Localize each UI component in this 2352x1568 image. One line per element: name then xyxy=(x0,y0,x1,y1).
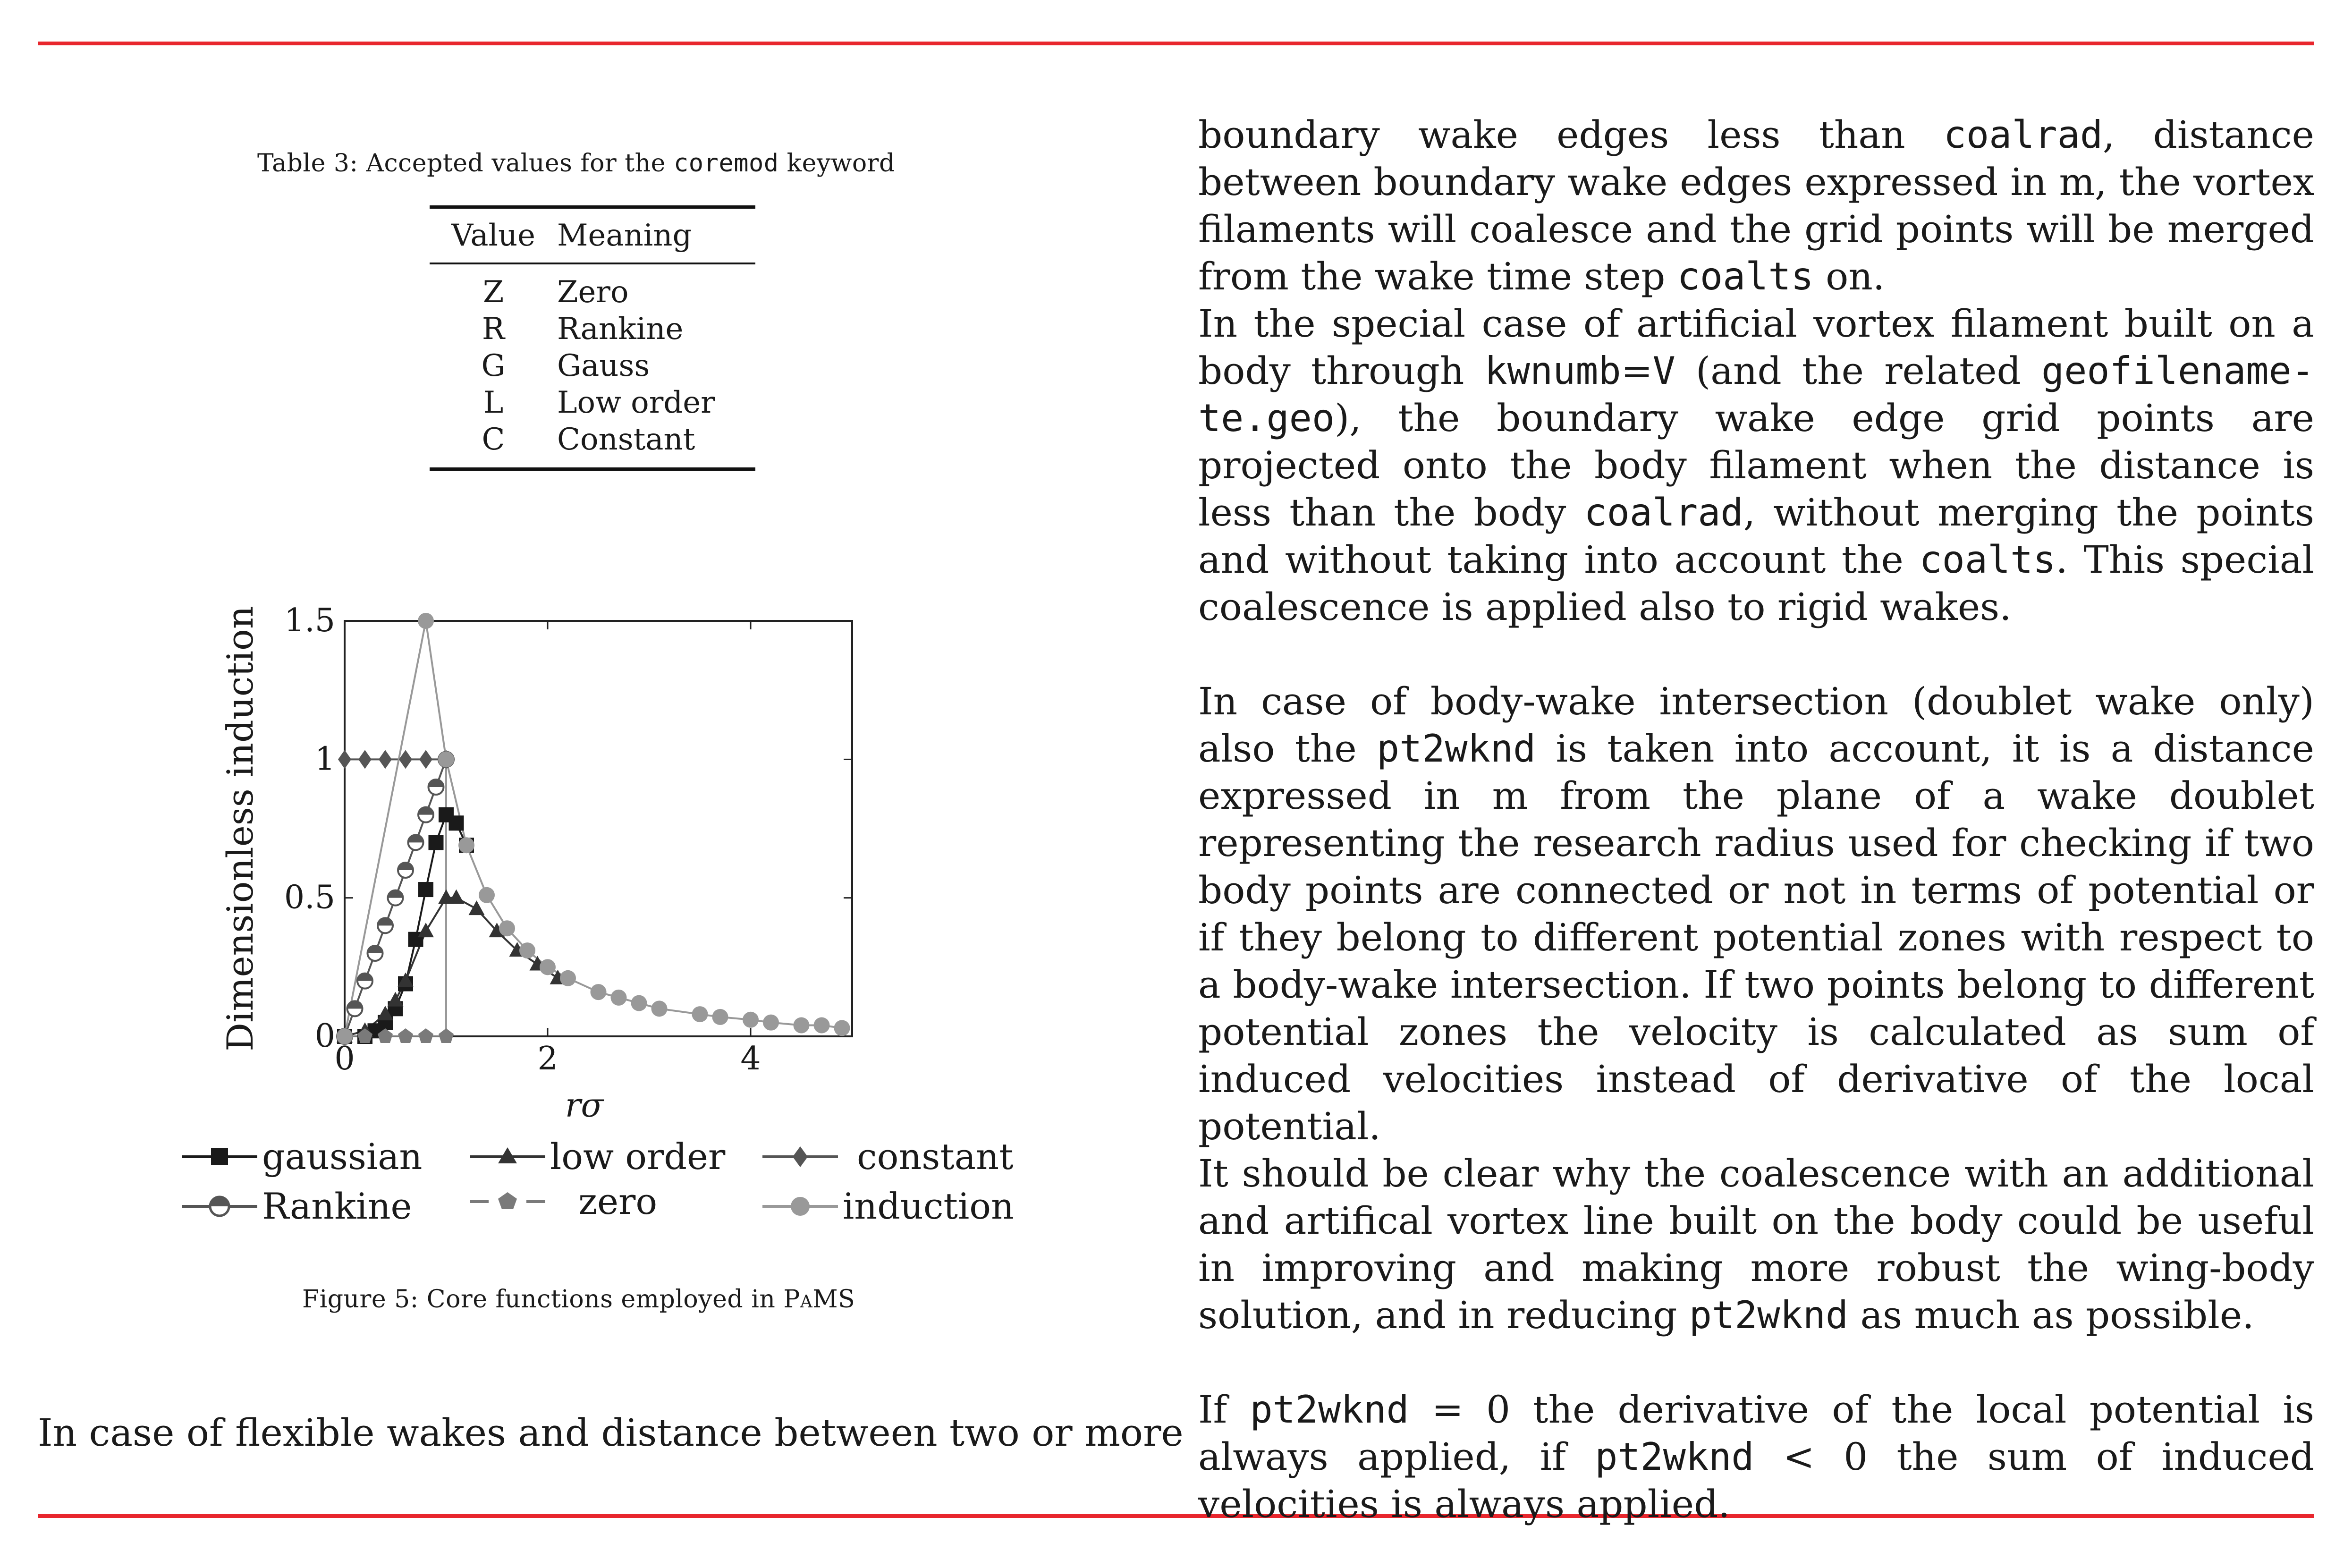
y-tick-label: 1.5 xyxy=(284,602,335,639)
data-point-constant xyxy=(379,750,392,769)
x-tick-label: 4 xyxy=(740,1040,761,1077)
code-kwnumb: kwnumb xyxy=(1484,349,1621,393)
y-tick-label: 0.5 xyxy=(284,879,335,916)
table-cell: Rankine xyxy=(557,312,684,347)
x-tick-label: 2 xyxy=(537,1040,558,1077)
data-point-induction xyxy=(519,942,535,958)
paragraph-intersection xyxy=(1198,678,2314,1150)
data-point-induction xyxy=(743,1012,759,1028)
text-run: In the special case of artificial vortex filament built on a body through xyxy=(1198,302,2314,393)
text-run: ), the boundary wake edge grid points are projected onto the body filament when the distance is less than the body xyxy=(1198,396,2314,534)
text-run: = xyxy=(1621,349,1653,393)
code-v: V xyxy=(1652,349,1675,393)
data-point-gaussian xyxy=(449,815,464,831)
table-caption-suffix: keyword xyxy=(787,149,895,178)
legend-item-induction xyxy=(762,1185,1014,1227)
table-row xyxy=(430,263,755,274)
legend-marker-circle-icon xyxy=(762,1192,838,1220)
data-point-induction xyxy=(560,970,576,986)
data-point-gaussian xyxy=(429,835,444,850)
table-row xyxy=(430,348,755,384)
data-point-induction xyxy=(712,1009,728,1025)
data-point-induction xyxy=(479,887,495,903)
table-cell: Z xyxy=(482,275,504,310)
text-run: , without merging the points and without taking into account the xyxy=(1198,491,2314,582)
table-caption-prefix: Table 3: Accepted values for the xyxy=(257,149,666,178)
table-cell: Constant xyxy=(557,422,695,457)
legend-marker-triangle-icon xyxy=(470,1143,545,1171)
code-coalrad: coalrad xyxy=(1943,113,2103,157)
table-row xyxy=(430,311,755,348)
data-point-induction xyxy=(834,1020,850,1036)
code-coalrad: coalrad xyxy=(1584,491,1743,534)
legend-label: gaussian xyxy=(262,1136,423,1178)
code-pt2wknd: pt2wknd xyxy=(1689,1293,1849,1337)
table-cell: G xyxy=(481,348,506,383)
y-axis-label: Dimensionless induction xyxy=(219,606,261,1051)
data-point-induction xyxy=(418,613,434,629)
text-run: . This special coalescence is applied also to rigid wakes. xyxy=(1198,538,2314,629)
figure-caption-name: PaMS xyxy=(783,1285,855,1314)
right-column xyxy=(1198,111,2314,1528)
data-point-induction xyxy=(458,837,474,853)
text-run: < 0 the sum of induced velocities is always applied. xyxy=(1198,1435,2314,1526)
y-tick-label: 0 xyxy=(314,1017,335,1055)
paragraph-special-case xyxy=(1198,300,2314,631)
code-geofilename: geofilename-te.geo xyxy=(1198,349,2314,440)
text-run: (and the related xyxy=(1675,349,2042,393)
data-point-induction xyxy=(651,1000,668,1017)
data-point-induction xyxy=(763,1015,779,1031)
data-point-induction xyxy=(611,990,627,1006)
text-run: = 0 the derivative of the local potential is always applied, if xyxy=(1198,1388,2315,1479)
text-run: , distance between boundary wake edges expressed in m, the vortex filaments will coalesce and the grid points will be merged from the wake time step xyxy=(1198,113,2314,298)
data-point-zero xyxy=(418,1028,433,1043)
figure-caption-prefix: Figure 5: Core functions employed in xyxy=(302,1285,776,1314)
table-caption-code: coremod xyxy=(673,149,779,178)
table-cell: C xyxy=(482,422,505,457)
data-point-low-order xyxy=(469,900,485,915)
paragraph-pt2wknd-values xyxy=(1198,1386,2314,1528)
data-point-induction xyxy=(540,959,556,975)
legend-marker-half-circle-icon xyxy=(182,1192,257,1220)
code-pt2wknd: pt2wknd xyxy=(1595,1435,1754,1479)
code-coalts: coalts xyxy=(1919,538,2056,582)
legend-marker-diamond-icon xyxy=(762,1143,838,1171)
x-tick-label: 0 xyxy=(334,1040,355,1077)
table-cell: Zero xyxy=(557,275,629,310)
text-run: If xyxy=(1198,1388,1250,1432)
series-line-low-order xyxy=(345,898,558,1036)
data-point-zero xyxy=(398,1028,413,1043)
chart-legend xyxy=(177,1136,1027,1239)
data-point-constant xyxy=(419,750,432,769)
table-cell: R xyxy=(482,312,505,347)
data-point-low-order xyxy=(448,890,465,904)
y-tick-label: 1 xyxy=(314,740,335,778)
text-run: It should be clear why the coalescence with an additional and artifical vortex line built on the body could be useful in improving and making more robust the wing-body solution, and in reducing xyxy=(1198,1152,2314,1337)
x-axis-label: rσ xyxy=(565,1086,604,1125)
data-point-induction xyxy=(499,920,515,936)
table-caption xyxy=(257,149,895,178)
table-cell: L xyxy=(483,385,504,420)
legend-label: Rankine xyxy=(262,1185,412,1227)
table-row xyxy=(430,384,755,421)
text-run: as much as possible. xyxy=(1848,1293,2254,1337)
legend-label: constant xyxy=(857,1136,1014,1178)
code-pt2wknd: pt2wknd xyxy=(1250,1388,1409,1432)
table-header-value: Value xyxy=(451,218,536,253)
data-point-induction xyxy=(631,995,647,1011)
legend-item-constant xyxy=(762,1136,1014,1178)
legend-marker-pentagon-icon xyxy=(470,1187,545,1216)
legend-item-gaussian xyxy=(182,1136,422,1178)
table-row xyxy=(430,421,755,469)
legend-item-zero xyxy=(470,1180,657,1222)
figure-caption xyxy=(302,1285,855,1314)
data-point-low-order xyxy=(418,923,434,937)
data-point-constant xyxy=(338,750,351,769)
coremod-table xyxy=(430,205,755,471)
data-point-gaussian xyxy=(418,882,433,897)
table-row xyxy=(430,274,755,311)
text-run: In case of body-wake intersection (doublet wake only) also the xyxy=(1198,679,2314,771)
data-point-induction xyxy=(814,1017,830,1034)
header-rule xyxy=(38,42,2314,45)
code-coalts: coalts xyxy=(1677,254,1814,298)
series-line-induction xyxy=(345,621,842,1036)
legend-label: low order xyxy=(550,1136,726,1178)
left-body-text: In case of flexible wakes and distance between two or more xyxy=(38,1411,1184,1455)
data-point-induction xyxy=(438,751,454,767)
text-run: boundary wake edges less than xyxy=(1198,113,1944,157)
table-cell: Gauss xyxy=(557,348,650,383)
series-line-gaussian xyxy=(345,815,466,1036)
paragraph-clarity xyxy=(1198,1150,2314,1339)
legend-label: induction xyxy=(843,1185,1014,1227)
paragraph-coalescence xyxy=(1198,111,2314,300)
core-functions-chart xyxy=(198,585,906,1128)
text-run: on. xyxy=(1813,254,1885,298)
data-point-constant xyxy=(358,750,372,769)
legend-marker-square-icon xyxy=(182,1143,257,1171)
legend-label: zero xyxy=(578,1180,658,1222)
legend-item-low-order xyxy=(470,1136,725,1178)
code-pt2wknd: pt2wknd xyxy=(1377,727,1536,771)
data-point-induction xyxy=(692,1006,708,1022)
legend-item-rankine xyxy=(182,1185,412,1227)
data-point-zero xyxy=(439,1028,454,1043)
text-run: is taken into account, it is a distance expressed in m from the plane of a wake doublet representing the research radius used for checking if two body points are connected or not in terms of potential or if they belong to different potential zones with respect to a body-wake intersection. If two points belong to different potential zones the velocity is calculated as sum of induced velocities instead of derivative of the local potential. xyxy=(1198,727,2315,1148)
table-header-row xyxy=(430,207,755,264)
table-header-meaning: Meaning xyxy=(557,218,692,253)
data-point-induction xyxy=(591,984,607,1000)
table-cell: Low order xyxy=(557,385,715,420)
data-point-induction xyxy=(794,1017,810,1034)
